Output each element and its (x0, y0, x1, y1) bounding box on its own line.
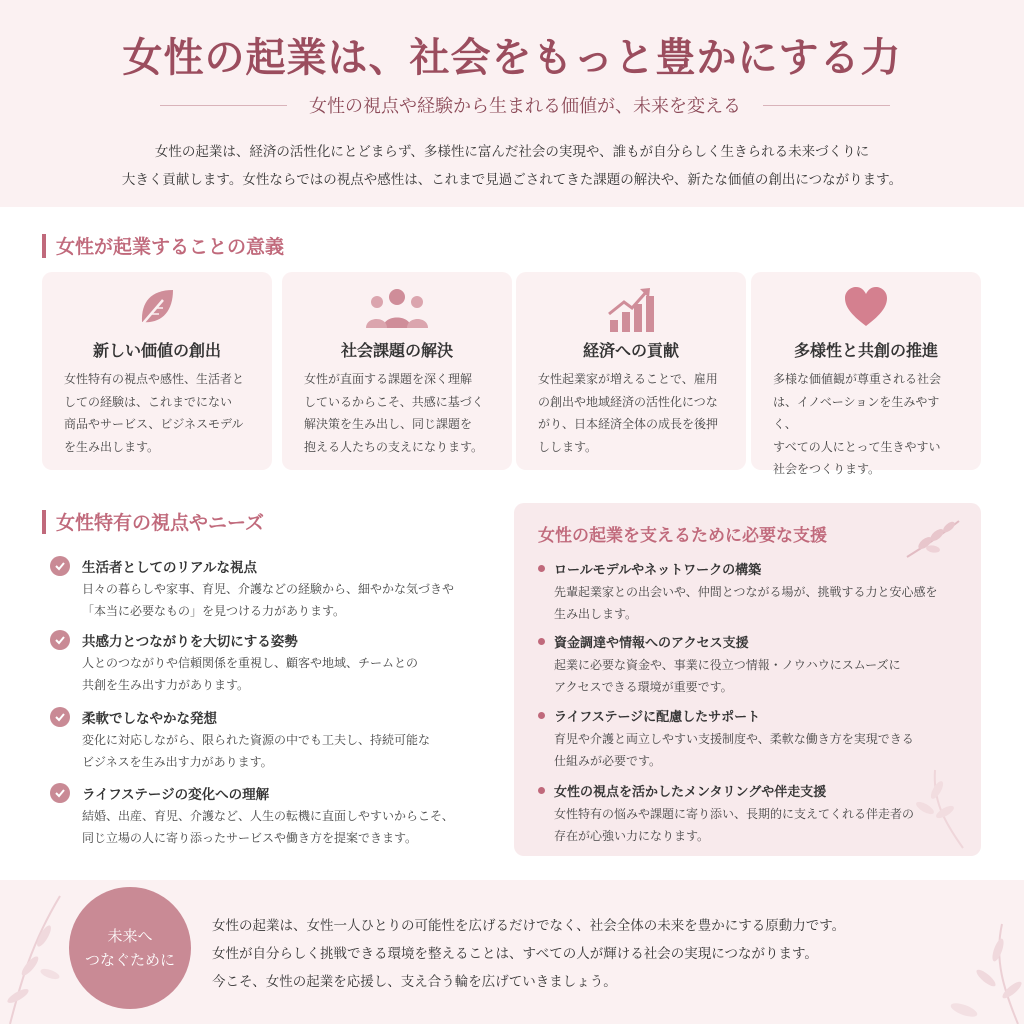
card-text: 女性起業家が増えることで、雇用 の創出や地域経済の活性化につな がり、日本経済全体の成長を後押 しします。 (538, 372, 719, 454)
check-icon (50, 707, 70, 727)
card-diversity (751, 272, 981, 476)
page-title: 女性の起業は、社会をもっと豊かにする力 (122, 34, 902, 81)
header-band (0, 0, 1024, 207)
support-text: 女性特有の悩みや課題に寄り添い、長期的に支えてくれる伴走者の 存在が心強い力になります。 (554, 807, 915, 843)
need-text: 日々の暮らしや家事、育児、介護などの経験から、細やかな気づきや 「本当に必要なもの」を見つける力があります。 (82, 582, 455, 618)
support-heading: 女性の起業を支えるために必要な支援 (538, 526, 827, 546)
divider-left (160, 105, 287, 106)
page-subtitle: 女性の視点や経験から生まれる価値が、未来を変える (309, 96, 741, 117)
future-badge (69, 887, 191, 1009)
card-title: 社会課題の解決 (340, 341, 453, 360)
need-text: 結婚、出産、育児、介護など、人生の転機に直面しやすいからこそ、 同じ立場の人に寄り添ったサービスや働き方を提案できます。 (82, 809, 454, 845)
subtitle-row (160, 92, 890, 118)
heading-bar (42, 234, 46, 258)
future-line: 女性の起業は、女性一人ひとりの可能性を広げるだけでなく、社会全体の未来を豊かにする原動力です。 (212, 918, 846, 934)
intro-line: 大きく貢献します。女性ならではの視点や感性は、これまで見過ごされてきた課題の解決や、新たな価値の創出につながります。 (121, 172, 903, 188)
check-icon (50, 556, 70, 576)
check-icon (50, 630, 70, 650)
leaf-icon (42, 284, 272, 334)
support-text: 起業に必要な資金や、事業に役立つ情報・ノウハウにスムーズに アクセスできる環境が重要です。 (554, 658, 901, 694)
support-panel (514, 503, 981, 856)
divider-right (763, 105, 890, 106)
support-title: ライフステージに配慮したサポート (554, 710, 761, 725)
heart-icon (751, 284, 981, 334)
growth-chart-icon (516, 284, 746, 334)
heading-bar (42, 510, 46, 534)
future-line: 今こそ、女性の起業を応援し、支え合う輪を広げていきましょう。 (212, 974, 617, 990)
significance-heading (42, 232, 284, 259)
bullet-icon (538, 712, 545, 719)
branch-icon (903, 517, 963, 561)
support-text: 先輩起業家との出会いや、仲間とつながる場が、挑戦する力と安心感を 生み出します。 (554, 585, 938, 621)
support-title: 女性の視点を活かしたメンタリングや伴走支援 (554, 785, 827, 800)
card-title: 経済への貢献 (582, 341, 679, 360)
support-text: 育児や介護と両立しやすい支援制度や、柔軟な働き方を実現できる 仕組みが必要です。 (554, 732, 914, 768)
need-text: 変化に対応しながら、限られた資源の中でも工夫し、持続可能な ビジネスを生み出す力があります。 (82, 733, 431, 769)
check-icon (50, 783, 70, 803)
card-text: 多様な価値観が尊重される社会 は、イノベーションを生みやすく、 すべての人にとって生きやすい 社会をつくります。 (773, 372, 942, 476)
intro-text (0, 138, 1024, 194)
bullet-icon (538, 787, 545, 794)
need-title: 共感力とつながりを大切にする姿勢 (82, 634, 298, 650)
bullet-icon (538, 638, 545, 645)
need-title: 生活者としてのリアルな視点 (82, 560, 257, 576)
need-text: 人とのつながりや信頼関係を重視し、顧客や地域、チームとの 共創を生み出す力があります。 (82, 656, 419, 692)
need-title: ライフステージの変化への理解 (82, 787, 270, 803)
people-icon (282, 284, 512, 334)
needs-heading-text: 女性特有の視点やニーズ (56, 512, 265, 534)
significance-heading-text: 女性が起業することの意義 (56, 236, 285, 258)
future-text (212, 912, 972, 996)
future-line: 女性が自分らしく挑戦できる環境を整えることは、すべての人が輝ける社会の実現につながります。 (212, 946, 818, 962)
intro-line: 女性の起業は、経済の活性化にとどまらず、多様性に富んだ社会の実現や、誰もが自分らしく生きられる未来づくりに (154, 144, 870, 160)
floral-decoration-icon (0, 886, 80, 1024)
badge-line: つなぐために (84, 951, 175, 969)
support-title: ロールモデルやネットワークの構築 (554, 563, 762, 578)
card-social-issues (282, 272, 512, 470)
badge-line: 未来へ (107, 927, 153, 945)
card-text: 女性が直面する課題を深く理解 しているからこそ、共感に基づく 解決策を生み出し、同じ課題を 抱える人たちの支えになります。 (304, 372, 484, 454)
card-title: 多様性と共創の推進 (793, 341, 938, 360)
card-text: 女性特有の視点や感性、生活者と しての経験は、これまでにない 商品やサービス、ビジネスモデル を生み出します。 (64, 372, 245, 454)
card-title: 新しい価値の創出 (92, 341, 221, 360)
support-title: 資金調達や情報へのアクセス支援 (554, 636, 749, 651)
need-title: 柔軟でしなやかな発想 (82, 711, 217, 727)
card-economy (516, 272, 746, 470)
needs-heading (42, 508, 264, 535)
card-new-value (42, 272, 272, 470)
bullet-icon (538, 565, 545, 572)
